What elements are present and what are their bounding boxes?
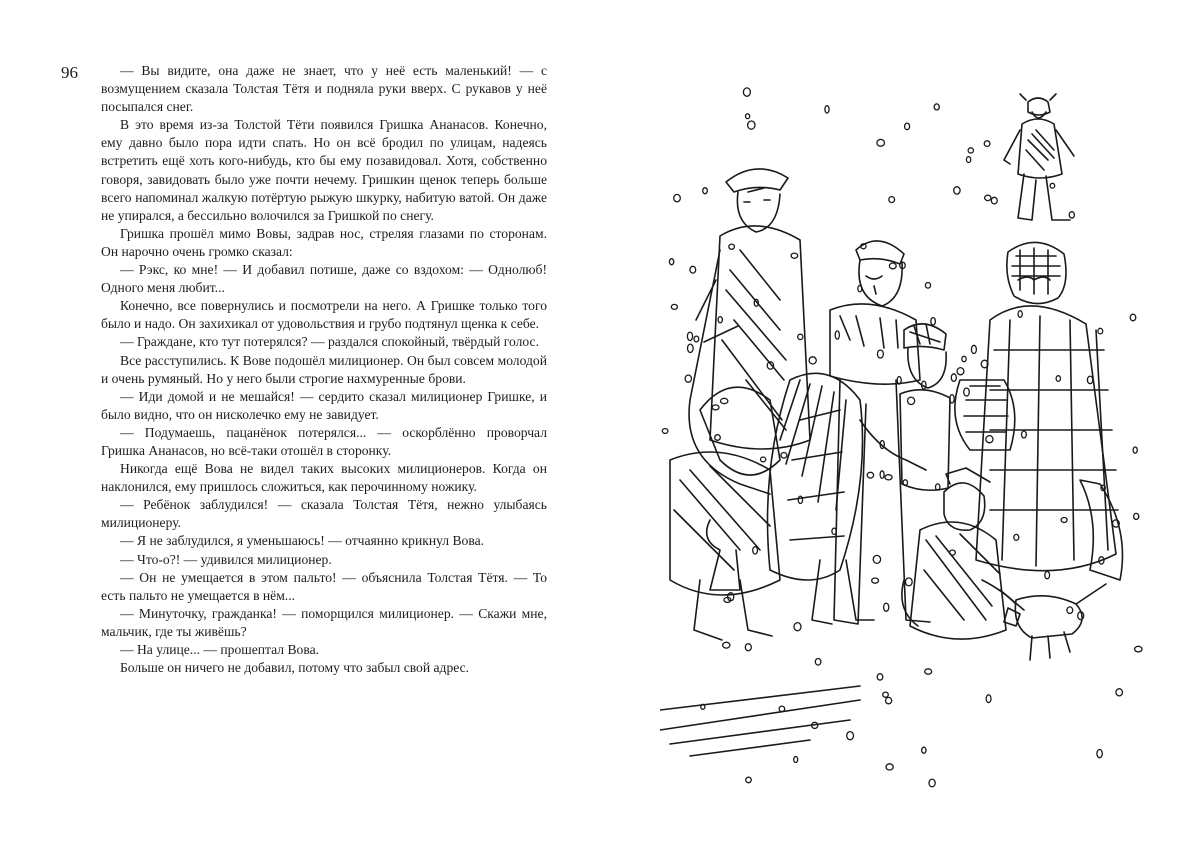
paragraph: — Минуточку, гражданка! — поморщился милиционер. — Скажи мне, мальчик, где ты живёшь?: [101, 605, 547, 639]
snowflake: [798, 334, 803, 339]
paragraph: Больше он ничего не добавил, потому что забыл свой адрес.: [120, 660, 470, 676]
snowflake: [809, 357, 816, 364]
snowflake: [815, 659, 821, 666]
snowflake: [781, 453, 787, 459]
snowflake: [889, 263, 896, 269]
snowflake: [929, 779, 935, 787]
snowflake: [669, 259, 673, 265]
snowflake: [718, 317, 722, 323]
snowflake: [715, 435, 721, 441]
snowflake: [712, 405, 719, 410]
snowflake: [889, 197, 895, 203]
snowflake: [1014, 534, 1019, 540]
snowflake: [872, 578, 879, 583]
snowflake: [1097, 750, 1102, 758]
paragraph: — Рэкс, ко мне! — И добавил потише, даже со вздохом: — Однолюб! Одного меня любит...: [101, 262, 547, 296]
snowflake: [746, 777, 752, 783]
snowflake: [671, 304, 677, 309]
snowflake: [835, 331, 839, 339]
snowflake: [884, 603, 889, 611]
paragraph: Никогда ещё Вова не видел таких высоких милиционеров. Когда он наклонился, ему пришлось сложиться, как перочинному ножику.: [101, 461, 547, 495]
text-column: [101, 62, 547, 677]
snowflake: [867, 472, 873, 478]
paragraph: Гришка прошёл мимо Вовы, задрав нос, стреляя глазами по сторонам. Он нарочно очень громко сказал:: [101, 225, 547, 259]
page-number: 96: [61, 63, 78, 82]
snowflake: [880, 471, 884, 479]
snowflake: [931, 318, 936, 326]
snowflake: [1045, 571, 1050, 578]
snowflake: [905, 123, 910, 130]
snowflake: [991, 197, 997, 204]
snowflake: [690, 266, 696, 273]
snowflake: [886, 697, 892, 703]
snowflake: [685, 375, 691, 382]
paragraph: — Ребёнок заблудился! — сказала Толстая Тётя, нежно улыбаясь милиционеру.: [101, 497, 547, 531]
paragraph: — Что-о?! — удивился милиционер.: [120, 551, 332, 567]
snowflake: [1130, 314, 1136, 321]
snowflake: [794, 757, 798, 763]
boy-in-cap-figure: [900, 324, 950, 490]
snowflake: [753, 547, 758, 554]
snowflake: [1056, 376, 1060, 382]
paragraph: — Подумаешь, пацанёнок потерялся... — оскорблённо проворчал Гришка Ананасов, но всё-таки отошёл в сторонку.: [101, 424, 547, 458]
snowflake: [1135, 646, 1142, 652]
snowflake: [986, 695, 991, 703]
snowflake: [746, 114, 750, 119]
snowflake: [957, 368, 964, 375]
snowflake: [951, 374, 956, 382]
snowflake: [986, 436, 993, 443]
snowflake: [1018, 311, 1022, 318]
snowflake: [687, 332, 692, 340]
snowflake: [825, 106, 829, 113]
snowflake: [922, 747, 926, 753]
snowflake: [748, 121, 755, 129]
snowflake: [968, 148, 973, 153]
snowflake: [966, 157, 970, 163]
snowflake: [847, 732, 854, 740]
snowflake: [877, 674, 883, 680]
paragraph: В это время из-за Толстой Тёти появился Гришка Ананасов. Конечно, ему давно было пора идти спать. Но он всё бродил по улицам, надеясь встретить ещё хоть кого-нибудь, кто бы ему позавидовал. Хотя, собственно говоря, завидовать было уже почти нечему. Гришкин щенок теперь больше всего напоминал жалкую потёртую рыжую шкурку, набитую ватой. Он даже не упирался, а бессильно волочился за Гришкой по снегу.: [101, 117, 547, 223]
paragraph: Все расступились. К Вове подошёл милиционер. Он был совсем молодой и очень румяный. Но у него были строгие нахмуренные брови.: [101, 352, 547, 386]
snowflake: [964, 388, 970, 396]
snowflake: [761, 457, 766, 462]
snowflake: [688, 344, 694, 352]
snowflake: [971, 345, 976, 353]
snowflake: [1050, 183, 1055, 188]
snowflake: [877, 350, 883, 358]
snowflake: [721, 398, 728, 403]
snowflake: [674, 194, 681, 201]
snowflake: [745, 644, 751, 651]
snowflake: [1087, 376, 1092, 384]
snowflake: [954, 187, 960, 194]
snowflake: [1134, 513, 1139, 519]
paragraph: — Он не умещается в этом пальто! — объяснила Толстая Тётя. — То есть пальто не умещается в нём...: [101, 569, 547, 603]
paragraph: Конечно, все повернулись и посмотрели на него. А Гришке только того было и надо. Он захихикал от удовольствия и грубо подтянул щенка к себе.: [101, 298, 547, 332]
snowflake: [934, 104, 939, 110]
ink-drawing-winter-street-crowd-icon: [660, 80, 1160, 810]
snowflake: [984, 141, 990, 147]
snowflake: [1133, 447, 1137, 453]
ground-shadow: [660, 686, 860, 756]
snowflake: [794, 623, 801, 631]
snowflake: [694, 336, 699, 342]
snowflake: [925, 669, 932, 674]
snowflake: [886, 764, 893, 770]
snowflake: [885, 475, 892, 480]
snowflake: [791, 253, 798, 258]
snowflake: [743, 88, 750, 96]
snowflake: [908, 397, 915, 404]
puppy-figure: [982, 580, 1106, 660]
snowflake: [1116, 689, 1123, 696]
paragraph: — На улице... — прошептал Вова.: [120, 642, 320, 657]
snowflake: [1069, 212, 1074, 218]
paragraph: — Иди домой и не мешайся! — сердито сказал милиционер Гришке, и было видно, что он нисколечко ему не завидует.: [101, 388, 547, 422]
snowflake: [1022, 431, 1027, 438]
snowflake: [703, 188, 708, 194]
snowflake: [873, 555, 880, 563]
snowflake: [1067, 607, 1073, 614]
snowflake: [985, 195, 991, 200]
snowflake: [729, 244, 735, 249]
snowflake: [905, 578, 912, 586]
old-man-figure: [830, 241, 930, 624]
paragraph: — Граждане, кто тут потерялся? — раздался спокойный, твёрдый голос.: [120, 334, 539, 350]
snowflake: [883, 692, 889, 697]
snowflake: [1098, 328, 1103, 334]
snowflake: [662, 429, 668, 434]
snowflake: [723, 642, 730, 648]
walking-man-figure: [1004, 94, 1074, 220]
paragraph: — Я не заблудился, я уменьшаюсь! — отчаянно крикнул Вова.: [120, 533, 485, 549]
paragraph: — Вы видите, она даже не знает, что у неё есть маленький! — с возмущением сказала Толстая Тётя и подняла руки вверх. С рукавов у неё посыпался снег.: [101, 63, 547, 115]
snowflake: [877, 139, 885, 146]
snowflake: [925, 283, 930, 289]
snowflake: [1061, 518, 1067, 523]
snowflake: [962, 356, 966, 361]
